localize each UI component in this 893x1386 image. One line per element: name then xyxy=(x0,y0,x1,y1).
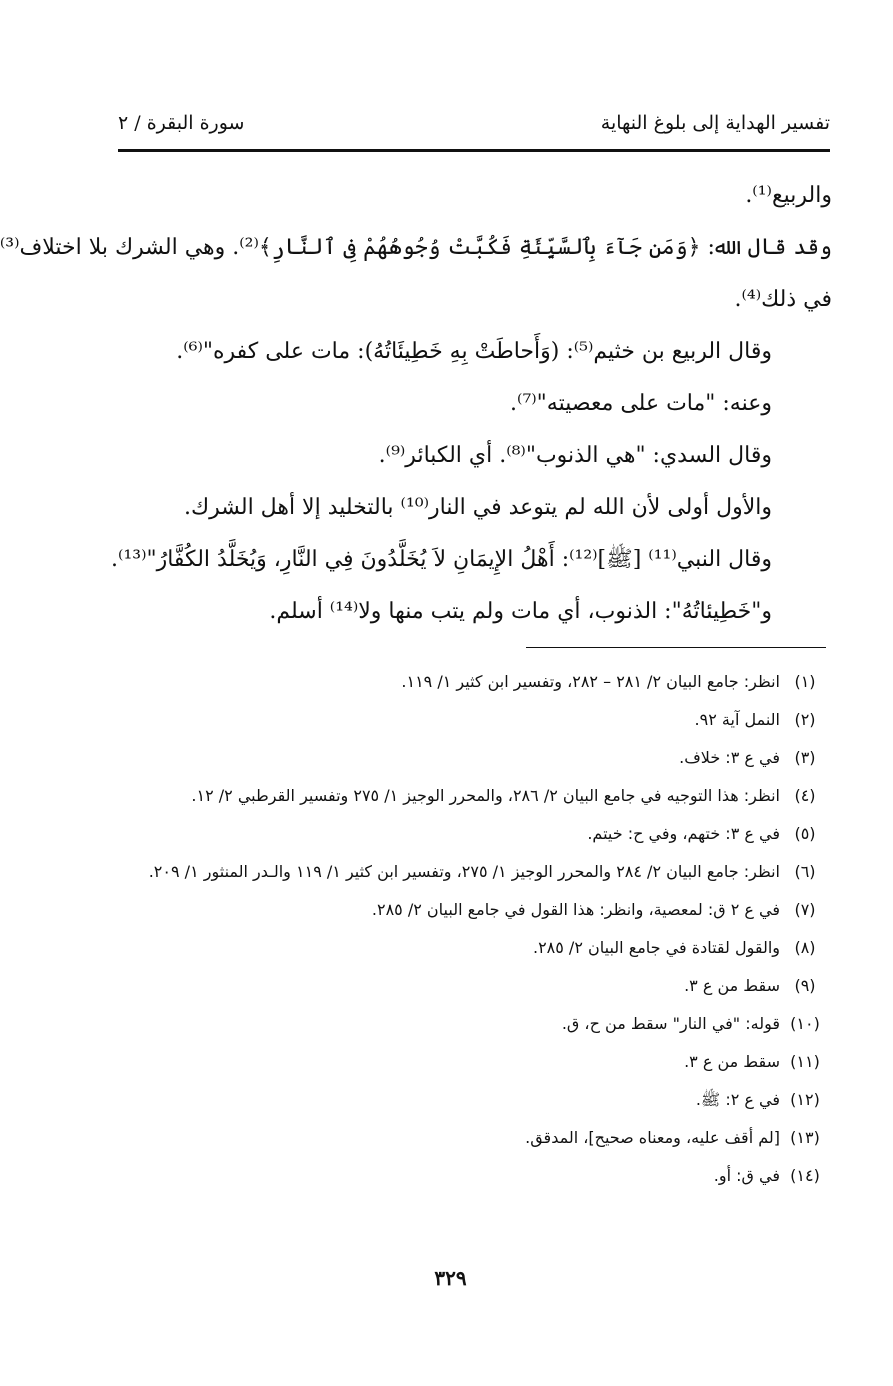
footnote-text: [لم أقف عليه، ومعناه صحيح]، المدقق. xyxy=(525,1128,780,1147)
footnote xyxy=(108,1043,830,1081)
footnote xyxy=(108,1081,830,1119)
footnote-number: (١٠) xyxy=(790,1014,820,1033)
footnote-text: سقط من ع ٣. xyxy=(684,1052,780,1071)
footnote xyxy=(108,777,830,815)
paragraph: والأول أولى لأن الله لم يتوعد في النار⁽¹⁰⁾ بالتخليد إلا أهل الشرك. xyxy=(183,495,772,520)
footnote xyxy=(108,929,830,967)
footnote-number: (٣) xyxy=(794,748,816,767)
footnote-separator xyxy=(526,647,826,648)
footnote-number: (٨) xyxy=(794,938,816,957)
main-text xyxy=(0,170,832,638)
header-rule xyxy=(118,149,830,152)
footnote-number: (٥) xyxy=(794,824,816,843)
footnote xyxy=(108,853,830,891)
paragraph: وعنه: "مات على معصيته"⁽⁷⁾. xyxy=(510,391,772,416)
surah-label: سورة البقرة / ٢ xyxy=(118,112,245,134)
footnote xyxy=(108,815,830,853)
footnote-text: في ع ٢ ق: لمعصية، وانظر: هذا القول في جامع البيان ٢/ ٢٨٥. xyxy=(371,900,780,919)
footnote-number: (١) xyxy=(794,672,816,691)
footnote xyxy=(108,701,830,739)
footnote xyxy=(108,1005,830,1043)
footnote xyxy=(108,739,830,777)
footnote-number: (٦) xyxy=(794,862,816,881)
footnote-text: انظر: هذا التوجيه في جامع البيان ٢/ ٢٨٦، والمحرر الوجيز ١/ ٢٧٥ وتفسير القرطبي ٢/ ١٢. xyxy=(191,786,780,805)
footnote-text: انظر: جامع البيان ٢/ ٢٨٤ والمحرر الوجيز ١/ ٢٧٥، وتفسير ابن كثير ١/ ١١٩ والـدر المنثور ١/ ٢٠٩. xyxy=(148,862,780,881)
paragraph: والربيع⁽¹⁾. xyxy=(745,183,832,208)
running-header xyxy=(118,112,830,142)
footnotes xyxy=(108,663,830,1195)
paragraph: وقال النبي⁽¹¹⁾ [ﷺ]⁽¹²⁾: أَهْلُ الإِيمَانِ لاَ يُخَلَّدُونَ فِي النَّارِ، وَيُخَلَّدُ الكُفَّارُ"⁽¹³⁾. xyxy=(111,547,772,572)
footnote-number: (١١) xyxy=(790,1052,820,1071)
footnote-text: في ق: أو. xyxy=(713,1166,780,1185)
footnote xyxy=(108,891,830,929)
footnote xyxy=(108,967,830,1005)
footnote-text: في ع ٢: ﷺ. xyxy=(695,1090,780,1109)
footnote-number: (١٣) xyxy=(790,1128,820,1147)
footnote xyxy=(108,663,830,701)
paragraph: في ذلك⁽⁴⁾. xyxy=(734,287,832,312)
paragraph: وقد قال الله: ﴿وَمَن جَآءَ بِٱلسَّيِّئَةِ فَكُبَّتْ وُجُوهُهُمْ فِى ٱلنَّارِ﴾⁽²⁾. وهي الشرك بلا اختلاف⁽³⁾ xyxy=(0,235,832,260)
footnote-number: (٧) xyxy=(794,900,816,919)
paragraph: وقال الربيع بن خثيم⁽⁵⁾: (وَأَحاطَتْ بِهِ خَطِيئَاتُهُ): مات على كفره"⁽⁶⁾. xyxy=(176,339,772,364)
footnote-text: النمل آية ٩٢. xyxy=(694,710,780,729)
footnote-text: والقول لقتادة في جامع البيان ٢/ ٢٨٥. xyxy=(532,938,780,957)
paragraph: وقال السدي: "هي الذنوب"⁽⁸⁾. أي الكبائر⁽⁹⁾. xyxy=(378,443,772,468)
footnote-text: انظر: جامع البيان ٢/ ٢٨١ – ٢٨٢، وتفسير ابن كثير ١/ ١١٩. xyxy=(401,672,780,691)
footnote-text: في ع ٣: ختهم، وفي ح: خيتم. xyxy=(587,824,780,843)
footnote xyxy=(108,1119,830,1157)
footnote-number: (٢) xyxy=(794,710,816,729)
footnote-text: قوله: "في النار" سقط من ح، ق. xyxy=(561,1014,780,1033)
paragraph: و"خَطِيئاتُهُ": الذنوب، أي مات ولم يتب منها ولا⁽¹⁴⁾ أسلم. xyxy=(269,599,772,624)
footnote-number: (١٤) xyxy=(790,1166,820,1185)
book-title: تفسير الهداية إلى بلوغ النهاية xyxy=(600,112,830,134)
footnote-number: (١٢) xyxy=(790,1090,820,1109)
footnote-number: (٩) xyxy=(794,976,816,995)
page-number: ٣٢٩ xyxy=(434,1266,467,1290)
footnote-number: (٤) xyxy=(794,786,816,805)
footnote xyxy=(108,1157,830,1195)
footnote-text: سقط من ع ٣. xyxy=(684,976,780,995)
footnote-text: في ع ٣: خلاف. xyxy=(679,748,780,767)
